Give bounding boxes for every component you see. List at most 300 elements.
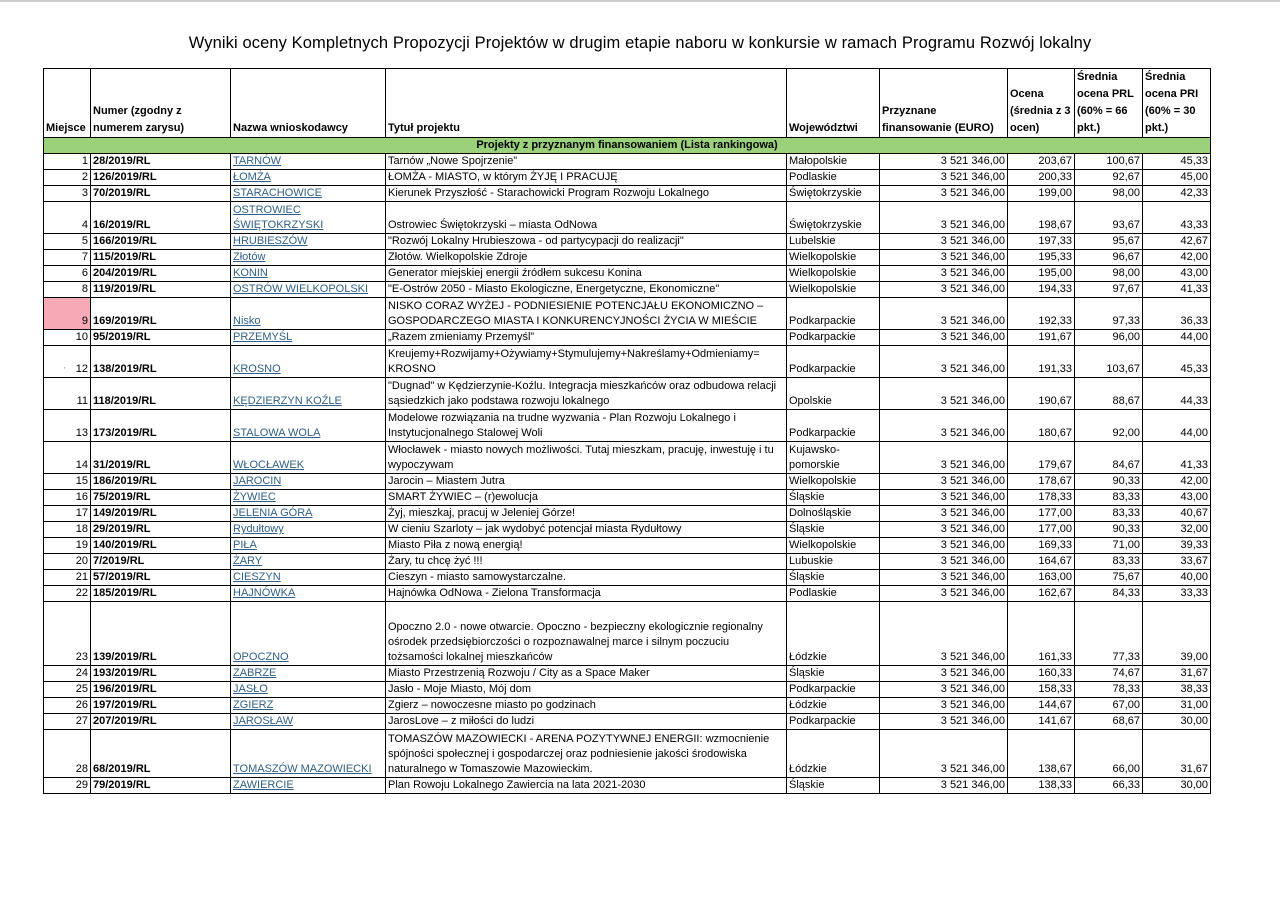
cell-ocena: 177,00 (1008, 506, 1075, 522)
cell-wnioskodawca[interactable]: OSTRÓW WIELKOPOLSKI (231, 282, 386, 298)
table-row (44, 682, 1211, 698)
cell-wojewodztwo: Kujawsko-pomorskie (787, 442, 880, 474)
cell-wojewodztwo: Lubelskie (787, 234, 880, 250)
cell-pri: 44,33 (1143, 378, 1211, 410)
cell-finansowanie: 3 521 346,00 (880, 522, 1008, 538)
cell-numer: 169/2019/RL (91, 298, 231, 330)
cell-wojewodztwo: Podkarpackie (787, 346, 880, 378)
cell-numer: 79/2019/RL (91, 778, 231, 794)
cell-wojewodztwo: Podkarpackie (787, 410, 880, 442)
cell-finansowanie: 3 521 346,00 (880, 186, 1008, 202)
cell-wojewodztwo: Śląskie (787, 490, 880, 506)
table-row (44, 250, 1211, 266)
cell-numer: 196/2019/RL (91, 682, 231, 698)
cell-numer: 138/2019/RL (91, 346, 231, 378)
cell-pri: 36,33 (1143, 298, 1211, 330)
cell-wojewodztwo: Dolnośląskie (787, 506, 880, 522)
cell-prl: 90,33 (1075, 474, 1143, 490)
col-header-tytul: Tytuł projektu (386, 69, 787, 138)
cell-finansowanie: 3 521 346,00 (880, 282, 1008, 298)
cell-wnioskodawca[interactable]: Nisko (231, 298, 386, 330)
cell-pri: 45,33 (1143, 154, 1211, 170)
cell-wojewodztwo: Podkarpackie (787, 330, 880, 346)
cell-ocena: 178,33 (1008, 490, 1075, 506)
cell-numer: 118/2019/RL (91, 378, 231, 410)
cell-numer: 193/2019/RL (91, 666, 231, 682)
cell-wojewodztwo: Podkarpackie (787, 682, 880, 698)
cell-pri: 45,33 (1143, 346, 1211, 378)
cell-prl: 88,67 (1075, 378, 1143, 410)
cell-finansowanie: 3 521 346,00 (880, 586, 1008, 602)
cell-ocena: 199,00 (1008, 186, 1075, 202)
cell-wnioskodawca[interactable]: ŁOMŻA (231, 170, 386, 186)
cell-miejsce: 18 (44, 522, 91, 538)
cell-pri: 39,00 (1143, 602, 1211, 666)
cell-pri: 44,00 (1143, 330, 1211, 346)
cell-ocena: 194,33 (1008, 282, 1075, 298)
cell-miejsce: 25 (44, 682, 91, 698)
cell-wojewodztwo: Łódzkie (787, 698, 880, 714)
cell-prl: 84,67 (1075, 442, 1143, 474)
table-row (44, 586, 1211, 602)
cell-wojewodztwo: Wielkopolskie (787, 250, 880, 266)
cell-prl: 71,00 (1075, 538, 1143, 554)
cell-ocena: 195,33 (1008, 250, 1075, 266)
cell-numer: 166/2019/RL (91, 234, 231, 250)
cell-finansowanie: 3 521 346,00 (880, 170, 1008, 186)
cell-wnioskodawca[interactable]: WŁOCŁAWEK (231, 442, 386, 474)
cell-ocena: 190,67 (1008, 378, 1075, 410)
cell-wnioskodawca[interactable]: ZGIERZ (231, 698, 386, 714)
cell-wojewodztwo: Śląskie (787, 666, 880, 682)
cell-miejsce: 21 (44, 570, 91, 586)
cell-tytul: Miasto Piła z nową energią! (386, 538, 787, 554)
cell-miejsce: 28 (44, 730, 91, 778)
cell-wnioskodawca[interactable]: JELENIA GÓRA (231, 506, 386, 522)
table-row (44, 298, 1211, 330)
cell-pri: 31,67 (1143, 666, 1211, 682)
cell-wojewodztwo: Opolskie (787, 378, 880, 410)
cell-ocena: 191,67 (1008, 330, 1075, 346)
table-row (44, 490, 1211, 506)
cell-finansowanie: 3 521 346,00 (880, 714, 1008, 730)
cell-finansowanie: 3 521 346,00 (880, 346, 1008, 378)
cell-miejsce: 12 (44, 346, 91, 378)
cell-ocena: 161,33 (1008, 602, 1075, 666)
table-row (44, 698, 1211, 714)
cell-finansowanie: 3 521 346,00 (880, 682, 1008, 698)
cell-pri: 32,00 (1143, 522, 1211, 538)
cell-ocena: 200,33 (1008, 170, 1075, 186)
table-row (44, 442, 1211, 474)
table-row (44, 666, 1211, 682)
cell-miejsce: 2 (44, 170, 91, 186)
cell-miejsce: 24 (44, 666, 91, 682)
cell-miejsce: 4 (44, 202, 91, 234)
cell-tytul: Cieszyn - miasto samowystarczalne. (386, 570, 787, 586)
cell-wojewodztwo: Wielkopolskie (787, 266, 880, 282)
cell-pri: 30,00 (1143, 778, 1211, 794)
cell-wnioskodawca[interactable]: Złotów (231, 250, 386, 266)
table-row (44, 570, 1211, 586)
cell-prl: 97,67 (1075, 282, 1143, 298)
cell-tytul: Jarocin – Miastem Jutra (386, 474, 787, 490)
cell-prl: 100,67 (1075, 154, 1143, 170)
cell-tytul: Żary, tu chcę żyć !!! (386, 554, 787, 570)
cell-miejsce: 14 (44, 442, 91, 474)
cell-tytul: „Razem zmieniamy Przemyśl” (386, 330, 787, 346)
cell-pri: 33,33 (1143, 586, 1211, 602)
cell-prl: 95,67 (1075, 234, 1143, 250)
group-label: Projekty z przyznanym finansowaniem (Lista rankingowa) (44, 138, 1211, 154)
cell-ocena: 163,00 (1008, 570, 1075, 586)
col-header-wnioskodawca: Nazwa wnioskodawcy (231, 69, 386, 138)
cell-miejsce: 7 (44, 250, 91, 266)
cell-tytul: Kierunek Przyszłość - Starachowicki Program Rozwoju Lokalnego (386, 186, 787, 202)
cell-wnioskodawca[interactable]: OPOCZNO (231, 602, 386, 666)
cell-wnioskodawca[interactable]: PIŁA (231, 538, 386, 554)
cell-miejsce: 15 (44, 474, 91, 490)
cell-miejsce: 19 (44, 538, 91, 554)
cell-tytul: Tarnów „Nowe Spojrzenie” (386, 154, 787, 170)
cell-prl: 78,33 (1075, 682, 1143, 698)
cell-tytul: Zgierz – nowoczesne miasto po godzinach (386, 698, 787, 714)
scan-edge (0, 0, 1280, 2)
cell-wnioskodawca[interactable]: ZABRZE (231, 666, 386, 682)
cell-wnioskodawca[interactable]: JASŁO (231, 682, 386, 698)
cell-tytul: Ostrowiec Świętokrzyski – miasta OdNowa (386, 202, 787, 234)
cell-finansowanie: 3 521 346,00 (880, 778, 1008, 794)
cell-miejsce: 26 (44, 698, 91, 714)
cell-pri: 42,00 (1143, 474, 1211, 490)
cell-numer: 140/2019/RL (91, 538, 231, 554)
cell-ocena: 179,67 (1008, 442, 1075, 474)
cell-tytul: Kreujemy+Rozwijamy+Ożywiamy+Stymulujemy+Nakreślamy+Odmieniamy= KROSNO (386, 346, 787, 378)
cell-numer: 29/2019/RL (91, 522, 231, 538)
cell-finansowanie: 3 521 346,00 (880, 266, 1008, 282)
table-row (44, 330, 1211, 346)
cell-pri: 45,00 (1143, 170, 1211, 186)
cell-miejsce: 5 (44, 234, 91, 250)
cell-numer: 57/2019/RL (91, 570, 231, 586)
cell-numer: 95/2019/RL (91, 330, 231, 346)
cell-ocena: 158,33 (1008, 682, 1075, 698)
cell-ocena: 169,33 (1008, 538, 1075, 554)
cell-tytul: SMART ŻYWIEC – (r)ewolucja (386, 490, 787, 506)
cell-pri: 31,67 (1143, 730, 1211, 778)
cell-numer: 119/2019/RL (91, 282, 231, 298)
cell-pri: 43,33 (1143, 202, 1211, 234)
cell-numer: 185/2019/RL (91, 586, 231, 602)
table-header-row (44, 69, 1211, 138)
cell-finansowanie: 3 521 346,00 (880, 602, 1008, 666)
cell-finansowanie: 3 521 346,00 (880, 698, 1008, 714)
cell-numer: 207/2019/RL (91, 714, 231, 730)
cell-wnioskodawca[interactable]: JAROCIN (231, 474, 386, 490)
cell-miejsce: 22 (44, 586, 91, 602)
table-row (44, 266, 1211, 282)
table-row (44, 506, 1211, 522)
cell-pri: 44,00 (1143, 410, 1211, 442)
cell-wnioskodawca[interactable]: ZAWIERCIE (231, 778, 386, 794)
cell-pri: 38,33 (1143, 682, 1211, 698)
cell-finansowanie: 3 521 346,00 (880, 554, 1008, 570)
cell-wojewodztwo: Podlaskie (787, 586, 880, 602)
cell-wnioskodawca[interactable]: PRZEMYŚL (231, 330, 386, 346)
cell-finansowanie: 3 521 346,00 (880, 330, 1008, 346)
cell-miejsce: 11 (44, 378, 91, 410)
table-body (44, 138, 1211, 794)
cell-pri: 31,00 (1143, 698, 1211, 714)
cell-numer: 31/2019/RL (91, 442, 231, 474)
cell-prl: 96,67 (1075, 250, 1143, 266)
cell-prl: 83,33 (1075, 490, 1143, 506)
cell-tytul: "Dugnad" w Kędzierzynie-Koźlu. Integracja mieszkańców oraz odbudowa relacji sąsiedzkich jako podstawa rozwoju lokalnego (386, 378, 787, 410)
cell-pri: 40,00 (1143, 570, 1211, 586)
cell-numer: 197/2019/RL (91, 698, 231, 714)
cell-wnioskodawca[interactable]: HAJNÓWKA (231, 586, 386, 602)
cell-miejsce: 17 (44, 506, 91, 522)
cell-finansowanie: 3 521 346,00 (880, 234, 1008, 250)
document-title: Wyniki oceny Kompletnych Propozycji Projektów w drugim etapie naboru w konkursie w ramach Programu Rozwój lokalny (188, 34, 1092, 52)
cell-wojewodztwo: Łódzkie (787, 730, 880, 778)
table-row (44, 714, 1211, 730)
cell-tytul: Hajnówka OdNowa - Zielona Transformacja (386, 586, 787, 602)
cell-miejsce: 20 (44, 554, 91, 570)
cell-tytul: Generator miejskiej energii źródłem sukcesu Konina (386, 266, 787, 282)
cell-miejsce: 23 (44, 602, 91, 666)
cell-prl: 93,67 (1075, 202, 1143, 234)
cell-prl: 66,33 (1075, 778, 1143, 794)
cell-miejsce: 9 (44, 298, 91, 330)
table-row (44, 778, 1211, 794)
cell-numer: 68/2019/RL (91, 730, 231, 778)
cell-tytul: W cieniu Szarloty – jak wydobyć potencjał miasta Rydułtowy (386, 522, 787, 538)
cell-pri: 30,00 (1143, 714, 1211, 730)
cell-ocena: 177,00 (1008, 522, 1075, 538)
cell-prl: 67,00 (1075, 698, 1143, 714)
cell-pri: 41,33 (1143, 282, 1211, 298)
cell-wojewodztwo: Podkarpackie (787, 714, 880, 730)
cell-prl: 74,67 (1075, 666, 1143, 682)
group-header-row (44, 138, 1211, 154)
cell-numer: 149/2019/RL (91, 506, 231, 522)
cell-finansowanie: 3 521 346,00 (880, 442, 1008, 474)
cell-prl: 92,00 (1075, 410, 1143, 442)
cell-ocena: 203,67 (1008, 154, 1075, 170)
table-row (44, 154, 1211, 170)
cell-ocena: 162,67 (1008, 586, 1075, 602)
col-header-numer: Numer (zgodny z numerem zarysu) (91, 69, 231, 138)
table-row (44, 234, 1211, 250)
cell-wnioskodawca[interactable]: STARACHOWICE (231, 186, 386, 202)
cell-tytul: Żyj, mieszkaj, pracuj w Jeleniej Górze! (386, 506, 787, 522)
cell-wojewodztwo: Śląskie (787, 778, 880, 794)
cell-prl: 103,67 (1075, 346, 1143, 378)
cell-wnioskodawca[interactable]: TARNÓW (231, 154, 386, 170)
cell-wnioskodawca[interactable]: JAROSŁAW (231, 714, 386, 730)
cell-wnioskodawca[interactable]: OSTROWIEC ŚWIĘTOKRZYSKI (231, 202, 386, 234)
table-row (44, 474, 1211, 490)
cell-wojewodztwo: Świętokrzyskie (787, 202, 880, 234)
table-row (44, 730, 1211, 778)
ranking-table (43, 68, 1211, 794)
col-header-finansowanie: Przyznane finansowanie (EURO) (880, 69, 1008, 138)
table-row (44, 410, 1211, 442)
cell-prl: 92,67 (1075, 170, 1143, 186)
cell-pri: 33,67 (1143, 554, 1211, 570)
cell-tytul: Modelowe rozwiązania na trudne wyzwania - Plan Rozwoju Lokalnego i Instytucjonalnego Stalowej Woli (386, 410, 787, 442)
cell-finansowanie: 3 521 346,00 (880, 378, 1008, 410)
cell-miejsce: 29 (44, 778, 91, 794)
cell-numer: 7/2019/RL (91, 554, 231, 570)
cell-numer: 115/2019/RL (91, 250, 231, 266)
cell-pri: 40,67 (1143, 506, 1211, 522)
cell-wnioskodawca[interactable]: KONIN (231, 266, 386, 282)
cell-pri: 41,33 (1143, 442, 1211, 474)
cell-ocena: 195,00 (1008, 266, 1075, 282)
cell-wojewodztwo: Lubuskie (787, 554, 880, 570)
cell-wnioskodawca[interactable]: KĘDZIERZYN KOŹLE (231, 378, 386, 410)
cell-ocena: 191,33 (1008, 346, 1075, 378)
cell-ocena: 138,33 (1008, 778, 1075, 794)
cell-finansowanie: 3 521 346,00 (880, 298, 1008, 330)
cell-miejsce: 1 (44, 154, 91, 170)
cell-pri: 42,67 (1143, 234, 1211, 250)
cell-tytul: Włocławek - miasto nowych możliwości. Tutaj mieszkam, pracuję, inwestuję i tu wypoczywam (386, 442, 787, 474)
cell-prl: 97,33 (1075, 298, 1143, 330)
cell-numer: 70/2019/RL (91, 186, 231, 202)
cell-numer: 126/2019/RL (91, 170, 231, 186)
table-row (44, 346, 1211, 378)
cell-miejsce: 27 (44, 714, 91, 730)
table-row (44, 602, 1211, 666)
cell-pri: 42,00 (1143, 250, 1211, 266)
cell-tytul: Jasło - Moje Miasto, Mój dom (386, 682, 787, 698)
table-row (44, 522, 1211, 538)
col-header-ocena: Ocena (średnia z 3 ocen) (1008, 69, 1075, 138)
cell-wnioskodawca[interactable]: TOMASZÓW MAZOWIECKI (231, 730, 386, 778)
cell-ocena: 141,67 (1008, 714, 1075, 730)
pen-mark: ' (64, 366, 66, 375)
cell-numer: 75/2019/RL (91, 490, 231, 506)
cell-tytul: Plan Rowoju Lokalnego Zawiercia na lata 2021-2030 (386, 778, 787, 794)
cell-wnioskodawca[interactable]: HRUBIESZÓW (231, 234, 386, 250)
cell-prl: 68,67 (1075, 714, 1143, 730)
cell-numer: 139/2019/RL (91, 602, 231, 666)
cell-prl: 75,67 (1075, 570, 1143, 586)
cell-wojewodztwo: Wielkopolskie (787, 474, 880, 490)
cell-tytul: Opoczno 2.0 - nowe otwarcie. Opoczno - bezpieczny ekologicznie regionalny ośrodek przedsiębiorczości o rozpoznawalnej marce i silnym poczuciu tożsamości lokalnej mieszkańców (386, 602, 787, 666)
cell-miejsce: 3 (44, 186, 91, 202)
table-row (44, 170, 1211, 186)
cell-miejsce: 16 (44, 490, 91, 506)
cell-finansowanie: 3 521 346,00 (880, 250, 1008, 266)
cell-wnioskodawca[interactable]: STALOWA WOLA (231, 410, 386, 442)
cell-wnioskodawca[interactable]: CIESZYN (231, 570, 386, 586)
cell-finansowanie: 3 521 346,00 (880, 202, 1008, 234)
cell-pri: 43,00 (1143, 266, 1211, 282)
cell-wojewodztwo: Śląskie (787, 522, 880, 538)
cell-finansowanie: 3 521 346,00 (880, 490, 1008, 506)
cell-ocena: 180,67 (1008, 410, 1075, 442)
cell-numer: 173/2019/RL (91, 410, 231, 442)
cell-prl: 98,00 (1075, 266, 1143, 282)
cell-pri: 43,00 (1143, 490, 1211, 506)
cell-tytul: Miasto Przestrzenią Rozwoju / City as a Space Maker (386, 666, 787, 682)
cell-wojewodztwo: Wielkopolskie (787, 282, 880, 298)
cell-prl: 77,33 (1075, 602, 1143, 666)
table-row (44, 538, 1211, 554)
cell-wojewodztwo: Wielkopolskie (787, 538, 880, 554)
col-header-wojewodztwo: Województwi (787, 69, 880, 138)
cell-finansowanie: 3 521 346,00 (880, 154, 1008, 170)
cell-miejsce: 6 (44, 266, 91, 282)
col-header-miejsce: Miejsce (44, 69, 91, 138)
table-row (44, 202, 1211, 234)
cell-wojewodztwo: Podkarpackie (787, 298, 880, 330)
cell-wojewodztwo: Podlaskie (787, 170, 880, 186)
cell-finansowanie: 3 521 346,00 (880, 474, 1008, 490)
cell-prl: 66,00 (1075, 730, 1143, 778)
cell-wojewodztwo: Łódzkie (787, 602, 880, 666)
cell-finansowanie: 3 521 346,00 (880, 410, 1008, 442)
cell-tytul: JarosLove – z miłości do ludzi (386, 714, 787, 730)
table-row (44, 554, 1211, 570)
cell-prl: 84,33 (1075, 586, 1143, 602)
cell-tytul: "E-Ostrów 2050 - Miasto Ekologiczne, Energetyczne, Ekonomiczne" (386, 282, 787, 298)
cell-numer: 186/2019/RL (91, 474, 231, 490)
cell-finansowanie: 3 521 346,00 (880, 538, 1008, 554)
cell-numer: 204/2019/RL (91, 266, 231, 282)
cell-ocena: 198,67 (1008, 202, 1075, 234)
table-row (44, 378, 1211, 410)
cell-ocena: 138,67 (1008, 730, 1075, 778)
cell-miejsce: 8 (44, 282, 91, 298)
cell-finansowanie: 3 521 346,00 (880, 506, 1008, 522)
cell-wnioskodawca[interactable]: KROSNO (231, 346, 386, 378)
cell-numer: 28/2019/RL (91, 154, 231, 170)
cell-wojewodztwo: Świętokrzyskie (787, 186, 880, 202)
cell-tytul: TOMASZÓW MAZOWIECKI - ARENA POZYTYWNEJ ENERGII: wzmocnienie spójności społecznej i gospodarczej oraz podniesienie jakości środowiska naturalnego w Tomaszowie Mazowieckim. (386, 730, 787, 778)
cell-prl: 83,33 (1075, 554, 1143, 570)
cell-finansowanie: 3 521 346,00 (880, 666, 1008, 682)
cell-prl: 90,33 (1075, 522, 1143, 538)
cell-tytul: Złotów. Wielkopolskie Zdroje (386, 250, 787, 266)
cell-prl: 83,33 (1075, 506, 1143, 522)
cell-prl: 98,00 (1075, 186, 1143, 202)
cell-pri: 42,33 (1143, 186, 1211, 202)
cell-tytul: NISKO CORAZ WYŻEJ - PODNIESIENIE POTENCJAŁU EKONOMICZNO – GOSPODARCZEGO MIASTA I KONKURENCYJNOŚCI ŻYCIA W MIEŚCIE (386, 298, 787, 330)
cell-tytul: ŁOMŻA - MIASTO, w którym ŻYJĘ I PRACUJĘ (386, 170, 787, 186)
cell-ocena: 197,33 (1008, 234, 1075, 250)
cell-ocena: 192,33 (1008, 298, 1075, 330)
col-header-prl: Średnia ocena PRL (60% = 66 pkt.) (1075, 69, 1143, 138)
cell-wnioskodawca[interactable]: Rydułtowy (231, 522, 386, 538)
cell-tytul: "Rozwój Lokalny Hrubieszowa - od partycypacji do realizacji" (386, 234, 787, 250)
cell-wnioskodawca[interactable]: ŻYWIEC (231, 490, 386, 506)
cell-ocena: 178,67 (1008, 474, 1075, 490)
cell-wnioskodawca[interactable]: ŻARY (231, 554, 386, 570)
cell-prl: 96,00 (1075, 330, 1143, 346)
cell-finansowanie: 3 521 346,00 (880, 730, 1008, 778)
cell-ocena: 144,67 (1008, 698, 1075, 714)
cell-miejsce: 10 (44, 330, 91, 346)
cell-wojewodztwo: Małopolskie (787, 154, 880, 170)
cell-miejsce: 13 (44, 410, 91, 442)
table-row (44, 282, 1211, 298)
table-row (44, 186, 1211, 202)
